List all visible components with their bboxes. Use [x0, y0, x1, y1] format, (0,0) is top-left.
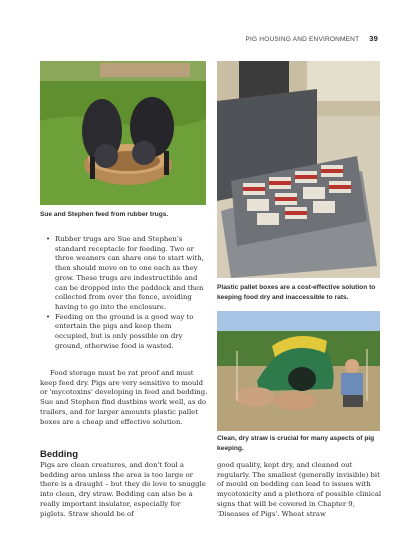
food-storage-paragraph: Food storage must be rat proof and must keep feed dry. Pigs are very sensitive to mould or 'mycotoxins' developing in feed and bedding. Sue and Stephen find dustbins work well, as do trailers, and for larger amounts plastic pallet boxes are a cheap and effective solution.	[40, 369, 208, 426]
bedding-paragraph-right: good quality, kept dry, and cleaned out regularly. The smallest (generally invisible) bit of mould on bedding can lead to issues with mycotoxicity and a plethora of possible clinical signs that will be covered in Chapter 9, 'Diseases of Pigs'. Wheat straw	[217, 461, 382, 518]
page-number: 39	[369, 34, 378, 43]
photo-pigs-feeding-trug	[40, 61, 206, 205]
photo-pallet-box	[217, 61, 380, 278]
caption-straw: Clean, dry straw is crucial for many aspects of pig keeping.	[217, 435, 375, 452]
list-item: • Rubber trugs are Sue and Stephen's standard receptacle for feeding. Two or three weaners can share one to start with, then should move on to one each as they grow. These trugs are indestructible and can be dropped into the paddock and then collected from over the fence, avoiding having to go into the enclosure.	[46, 235, 206, 313]
feeding-bullet-list	[46, 235, 206, 351]
photo-straw-pig-ark	[217, 311, 380, 431]
caption-pallet-box: Plastic pallet boxes are a cost-effective solution to keeping food dry and inaccessible to rats.	[217, 284, 376, 301]
list-item: • Feeding on the ground is a good way to entertain the pigs and keep them occupied, but is only possible on dry ground, otherwise food is wasted.	[46, 313, 206, 352]
bedding-paragraph-left: Pigs are clean creatures, and don't foul a bedding area unless the area is too large or there is a draught – but they do love to snuggle into clean, dry straw. Bedding can also be a really important insulator, especially for piglets. Straw should be of	[40, 461, 206, 518]
bedding-heading: Bedding	[40, 449, 78, 460]
caption-trug: Sue and Stephen feed from rubber trugs.	[40, 211, 169, 218]
running-header	[246, 34, 379, 43]
section-title: PIG HOUSING AND ENVIRONMENT	[245, 36, 360, 43]
